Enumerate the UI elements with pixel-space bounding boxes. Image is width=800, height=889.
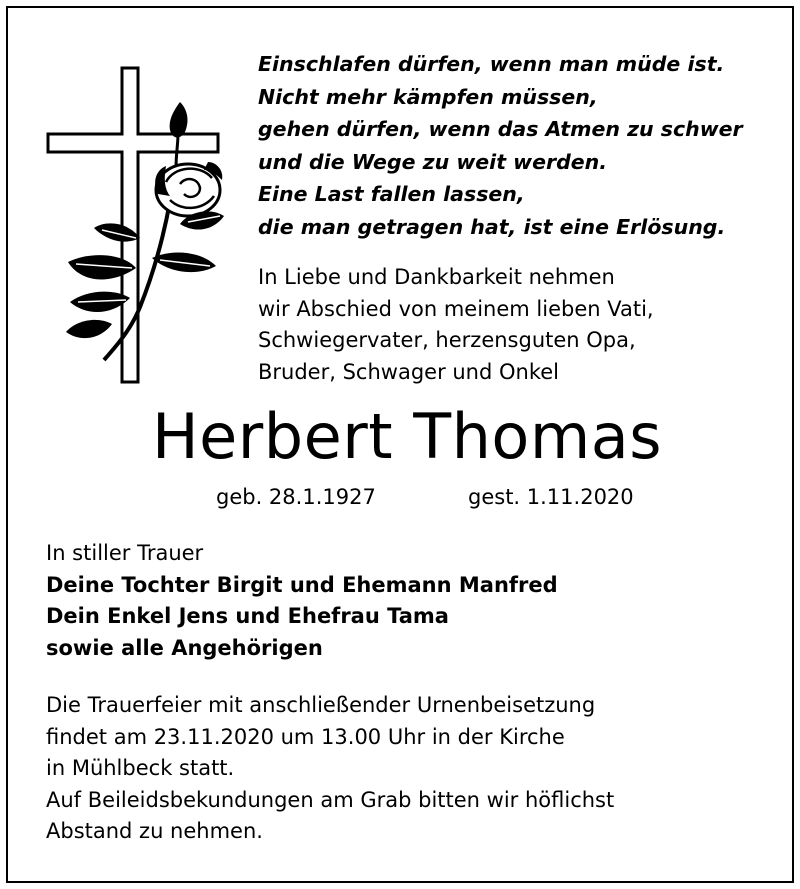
- mourner-line: Deine Tochter Birgit und Ehemann Manfred: [46, 572, 558, 597]
- intro-line: Schwiegervater, herzensguten Opa,: [258, 328, 636, 352]
- poem-line: und die Wege zu weit werden.: [258, 149, 608, 174]
- intro-text: [258, 262, 654, 388]
- intro-line: Bruder, Schwager und Onkel: [258, 359, 560, 384]
- cross-with-rose-icon: [40, 62, 230, 387]
- death-date: gest. 1.11.2020: [468, 485, 634, 509]
- service-line: Auf Beileidsbekundungen am Grab bitten wir höflichst: [46, 787, 615, 812]
- poem-line: Einschlafen dürfen, wenn man müde ist.: [258, 52, 725, 76]
- birth-date: geb. 28.1.1927: [216, 485, 376, 509]
- poem-line: Eine Last fallen lassen,: [258, 182, 525, 206]
- mourners-heading: In stiller Trauer: [46, 541, 204, 565]
- mourner-line: Dein Enkel Jens und Ehefrau Tama: [46, 604, 449, 628]
- poem-line: die man getragen hat, ist eine Erlösung.: [258, 214, 726, 239]
- mourner-line: sowie alle Angehörigen: [46, 635, 323, 660]
- poem-line: Nicht mehr kämpfen müssen,: [258, 84, 598, 109]
- poem-line: gehen dürfen, wenn das Atmen zu schwer: [258, 117, 743, 141]
- service-info: [46, 690, 614, 848]
- deceased-name: Herbert Thomas: [152, 400, 663, 473]
- service-line: Abstand zu nehmen.: [46, 819, 263, 843]
- service-line: in Mühlbeck statt.: [46, 756, 235, 780]
- poem: [258, 48, 743, 243]
- mourners: [46, 538, 558, 664]
- intro-line: In Liebe und Dankbarkeit nehmen: [258, 265, 615, 289]
- service-line: Die Trauerfeier mit anschließender Urnenbeisetzung: [46, 693, 596, 717]
- life-dates: [216, 482, 634, 512]
- intro-line: wir Abschied von meinem lieben Vati,: [258, 296, 654, 321]
- service-line: findet am 23.11.2020 um 13.00 Uhr in der Kirche: [46, 724, 565, 749]
